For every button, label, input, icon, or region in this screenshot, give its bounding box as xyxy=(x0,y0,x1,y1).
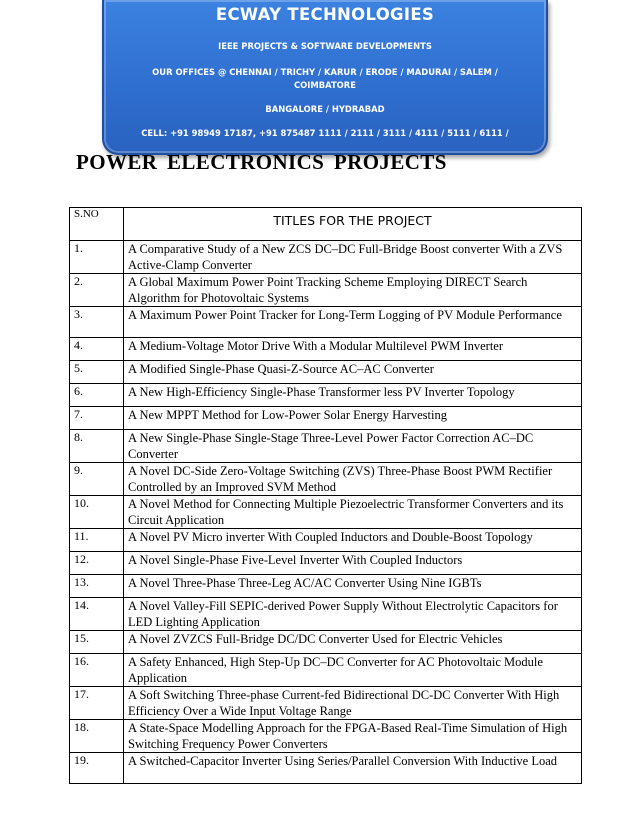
table-header-row xyxy=(70,208,582,241)
table-row xyxy=(70,575,582,598)
table-row xyxy=(70,687,582,720)
table-row xyxy=(70,307,582,338)
contact-phone-numbers: CELL: +91 98949 17187, +91 875487 1111 / 2111 / 3111 / 4111 / 5111 / 6111 / xyxy=(141,128,509,138)
table-row xyxy=(70,407,582,430)
row-number: 11. xyxy=(70,529,124,552)
project-title: A Soft Switching Three-phase Current-fed Bidirectional DC-DC Converter With High Efficiency Over a Wide Input Voltage Range xyxy=(124,687,582,720)
office-locations-continued: BANGALORE / HYDRABAD xyxy=(265,104,385,114)
project-title: A New Single-Phase Single-Stage Three-Level Power Factor Correction AC–DC Converter xyxy=(124,430,582,463)
project-title: A Comparative Study of a New ZCS DC–DC Full-Bridge Boost converter With a ZVS Active-Clamp Converter xyxy=(124,241,582,274)
table-row xyxy=(70,430,582,463)
row-number: 1. xyxy=(70,241,124,274)
project-title: A Novel PV Micro inverter With Coupled Inductors and Double-Boost Topology xyxy=(124,529,582,552)
project-title: A Safety Enhanced, High Step-Up DC–DC Converter for AC Photovoltaic Module Application xyxy=(124,654,582,687)
row-number: 16. xyxy=(70,654,124,687)
row-number: 8. xyxy=(70,430,124,463)
row-number: 9. xyxy=(70,463,124,496)
row-number: 10. xyxy=(70,496,124,529)
project-title: A State-Space Modelling Approach for the FPGA-Based Real-Time Simulation of High Switching Frequency Power Converters xyxy=(124,720,582,753)
project-title: A Medium-Voltage Motor Drive With a Modular Multilevel PWM Inverter xyxy=(124,338,582,361)
project-title: A Novel Valley-Fill SEPIC-derived Power Supply Without Electrolytic Capacitors for LED Lighting Application xyxy=(124,598,582,631)
table-row xyxy=(70,598,582,631)
project-title: A Novel Three-Phase Three-Leg AC/AC Converter Using Nine IGBTs xyxy=(124,575,582,598)
row-number: 17. xyxy=(70,687,124,720)
row-number: 4. xyxy=(70,338,124,361)
project-title: A Novel Single-Phase Five-Level Inverter With Coupled Inductors xyxy=(124,552,582,575)
table-row xyxy=(70,384,582,407)
project-title: A New High-Efficiency Single-Phase Transformer less PV Inverter Topology xyxy=(124,384,582,407)
row-number: 14. xyxy=(70,598,124,631)
column-header-titles: TITLES FOR THE PROJECT xyxy=(124,208,582,241)
row-number: 12. xyxy=(70,552,124,575)
table-row xyxy=(70,753,582,784)
project-title: A Maximum Power Point Tracker for Long-Term Logging of PV Module Performance xyxy=(124,307,582,338)
company-name: ECWAY TECHNOLOGIES xyxy=(215,5,435,24)
table-row xyxy=(70,529,582,552)
table-row xyxy=(70,631,582,654)
project-title: A New MPPT Method for Low-Power Solar Energy Harvesting xyxy=(124,407,582,430)
company-banner xyxy=(102,0,548,155)
table-row xyxy=(70,463,582,496)
row-number: 6. xyxy=(70,384,124,407)
row-number: 19. xyxy=(70,753,124,784)
page-title: POWER ELECTRONICS PROJECTS xyxy=(76,150,447,174)
project-title: A Novel ZVZCS Full-Bridge DC/DC Converter Used for Electric Vehicles xyxy=(124,631,582,654)
row-number: 2. xyxy=(70,274,124,307)
projects-table xyxy=(69,207,582,784)
table-row xyxy=(70,361,582,384)
office-locations: OUR OFFICES @ CHENNAI / TRICHY / KARUR / ERODE / MADURAI / SALEM / COIMBATORE xyxy=(152,67,498,90)
table-row xyxy=(70,274,582,307)
project-title: A Global Maximum Power Point Tracking Scheme Employing DIRECT Search Algorithm for Photovoltaic Systems xyxy=(124,274,582,307)
row-number: 7. xyxy=(70,407,124,430)
row-number: 3. xyxy=(70,307,124,338)
table-row xyxy=(70,552,582,575)
project-title: A Switched-Capacitor Inverter Using Series/Parallel Conversion With Inductive Load xyxy=(124,753,582,784)
project-title: A Novel Method for Connecting Multiple Piezoelectric Transformer Converters and its Circuit Application xyxy=(124,496,582,529)
table-row xyxy=(70,338,582,361)
project-title: A Modified Single-Phase Quasi-Z-Source AC–AC Converter xyxy=(124,361,582,384)
project-title: A Novel DC-Side Zero-Voltage Switching (ZVS) Three-Phase Boost PWM Rectifier Controlled by an Improved SVM Method xyxy=(124,463,582,496)
row-number: 15. xyxy=(70,631,124,654)
company-tagline: IEEE PROJECTS & SOFTWARE DEVELOPMENTS xyxy=(218,41,432,51)
table-row xyxy=(70,720,582,753)
table-row xyxy=(70,496,582,529)
table-row xyxy=(70,241,582,274)
row-number: 5. xyxy=(70,361,124,384)
column-header-sno: S.NO xyxy=(70,208,124,241)
row-number: 13. xyxy=(70,575,124,598)
table-row xyxy=(70,654,582,687)
row-number: 18. xyxy=(70,720,124,753)
